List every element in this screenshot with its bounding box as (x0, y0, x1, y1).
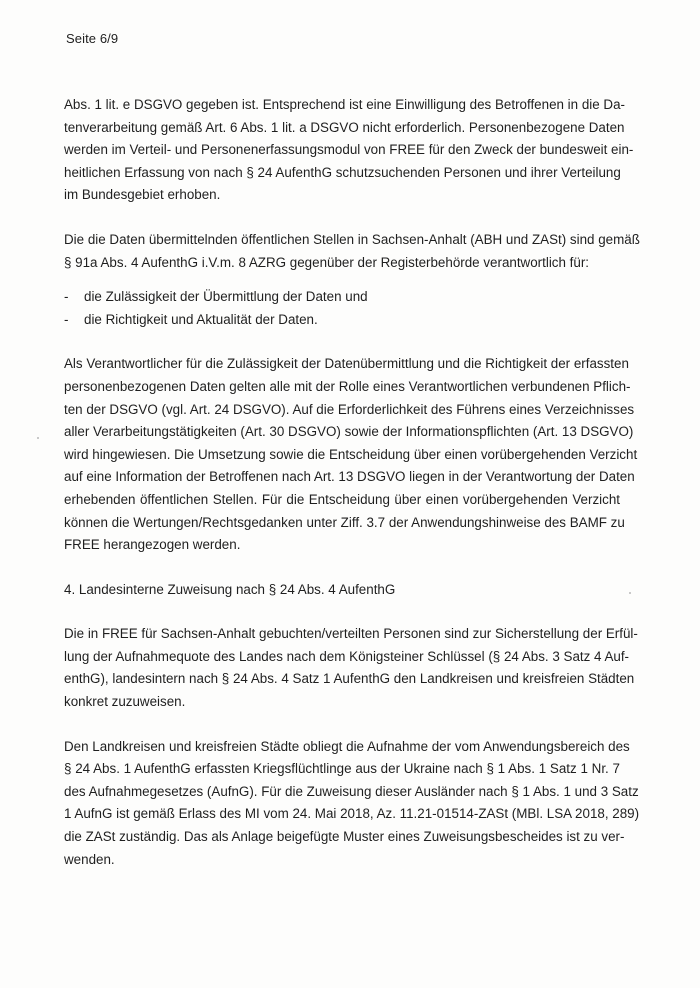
text-line: auf eine Information der Betroffenen nach Art. 13 DSGVO liegen in der Verantwortung der Daten (64, 469, 635, 485)
text-line: tenverarbeitung gemäß Art. 6 Abs. 1 lit. a DSGVO nicht erforderlich. Personenbezogene Daten (64, 119, 625, 135)
paragraph-districts-reception (64, 736, 640, 872)
paragraph-state-allocation (64, 623, 638, 713)
text-line: enthG), landesintern nach § 24 Abs. 4 Satz 1 AufenthG den Landkreisen und kreisfreien Städten (64, 671, 635, 687)
scan-speck (37, 437, 39, 439)
text-line: werden im Verteil- und Personenerfassungsmodul von FREE für den Zweck der bundesweit ein- (64, 142, 634, 158)
list-item-text: die Zulässigkeit der Übermittlung der Daten und (84, 289, 368, 305)
text-line: Abs. 1 lit. e DSGVO gegeben ist. Entsprechend ist eine Einwilligung des Betroffenen in die Da- (64, 97, 625, 112)
text-line: § 24 Abs. 1 AufenthG erfassten Kriegsflüchtlinge aus der Ukraine nach § 1 Abs. 1 Satz 1 Nr. 7 (64, 761, 620, 777)
text-line: heitlichen Erfassung von nach § 24 AufenthG schutzsuchenden Personen und ihrer Verteilung (64, 164, 621, 180)
text-line: die ZASt zuständig. Das als Anlage beigefügte Muster eines Zuweisungsbescheides ist zu ver- (64, 829, 625, 845)
list-item (64, 286, 620, 309)
text-line: § 91a Abs. 4 AufenthG i.V.m. 8 AZRG gegenüber der Registerbehörde verantwortlich für: (64, 254, 590, 270)
paragraph-legal-basis (64, 94, 634, 207)
text-line: FREE herangezogen werden. (64, 537, 241, 553)
text-line: Als Verantwortlicher für die Zulässigkeit der Datenübermittlung und die Richtigkeit der erfassten (64, 356, 629, 372)
text-line: 1 AufnG ist gemäß Erlass des MI vom 24. Mai 2018, Az. 11.21-01514-ZASt (MBl. LSA 2018, 289) (64, 806, 640, 822)
section-heading: 4. Landesinterne Zuweisung nach § 24 Abs. 4 AufenthG (64, 581, 396, 597)
text-line: lung der Aufnahmequote des Landes nach dem Königsteiner Schlüssel (§ 24 Abs. 3 Satz 4 Auf- (64, 648, 630, 664)
text-line: im Bundesgebiet erhoben. (64, 187, 221, 203)
text-line: aller Verarbeitungstätigkeiten (Art. 30 DSGVO) sowie der Informationspflichten (Art. 13 DSGVO) (64, 424, 634, 440)
scan-speck (629, 592, 631, 594)
text-line: Die die Daten übermittelnden öffentlichen Stellen in Sachsen-Anhalt (ABH und ZASt) sind gemäß (64, 231, 640, 247)
bullet-dash: - (64, 289, 69, 305)
paragraph-controller-duties (64, 353, 638, 556)
text-line: des Aufnahmegesetzes (AufnG). Für die Zuweisung dieser Ausländer nach § 1 Abs. 1 und 3 Satz (64, 783, 639, 799)
list-item (64, 309, 620, 332)
text-line: wenden. (64, 851, 115, 867)
bullet-dash: - (64, 311, 69, 327)
responsibility-list (64, 286, 620, 331)
text-line: Die in FREE für Sachsen-Anhalt gebuchten/verteilten Personen sind zur Sicherstellung der Erfül- (64, 626, 638, 642)
text-line: ten der DSGVO (vgl. Art. 24 DSGVO). Auf die Erforderlichkeit des Führens eines Verzeichnisses (64, 401, 635, 417)
text-line: konkret zuzuweisen. (64, 694, 186, 710)
list-item-text: die Richtigkeit und Aktualität der Daten. (84, 311, 318, 327)
text-line: personenbezogenen Daten gelten alle mit der Rolle eines Verantwortlichen verbundenen Pflich- (64, 378, 631, 394)
page-number: Seite 6/9 (66, 31, 119, 46)
paragraph-responsible-bodies (64, 229, 640, 274)
document-body (64, 94, 640, 893)
text-line: Den Landkreisen und kreisfreien Städte obliegt die Aufnahme der vom Anwendungsbereich des (64, 738, 630, 754)
text-line: erhebenden öffentlichen Stellen. Für die Entscheidung über einen vorübergehenden Verzicht (64, 491, 620, 507)
text-line: wird hingewiesen. Die Umsetzung sowie die Entscheidung über einen vorübergehenden Verzicht (64, 446, 638, 462)
text-line: können die Wertungen/Rechtsgedanken unter Ziff. 3.7 der Anwendungshinweise des BAMF zu (64, 514, 625, 530)
